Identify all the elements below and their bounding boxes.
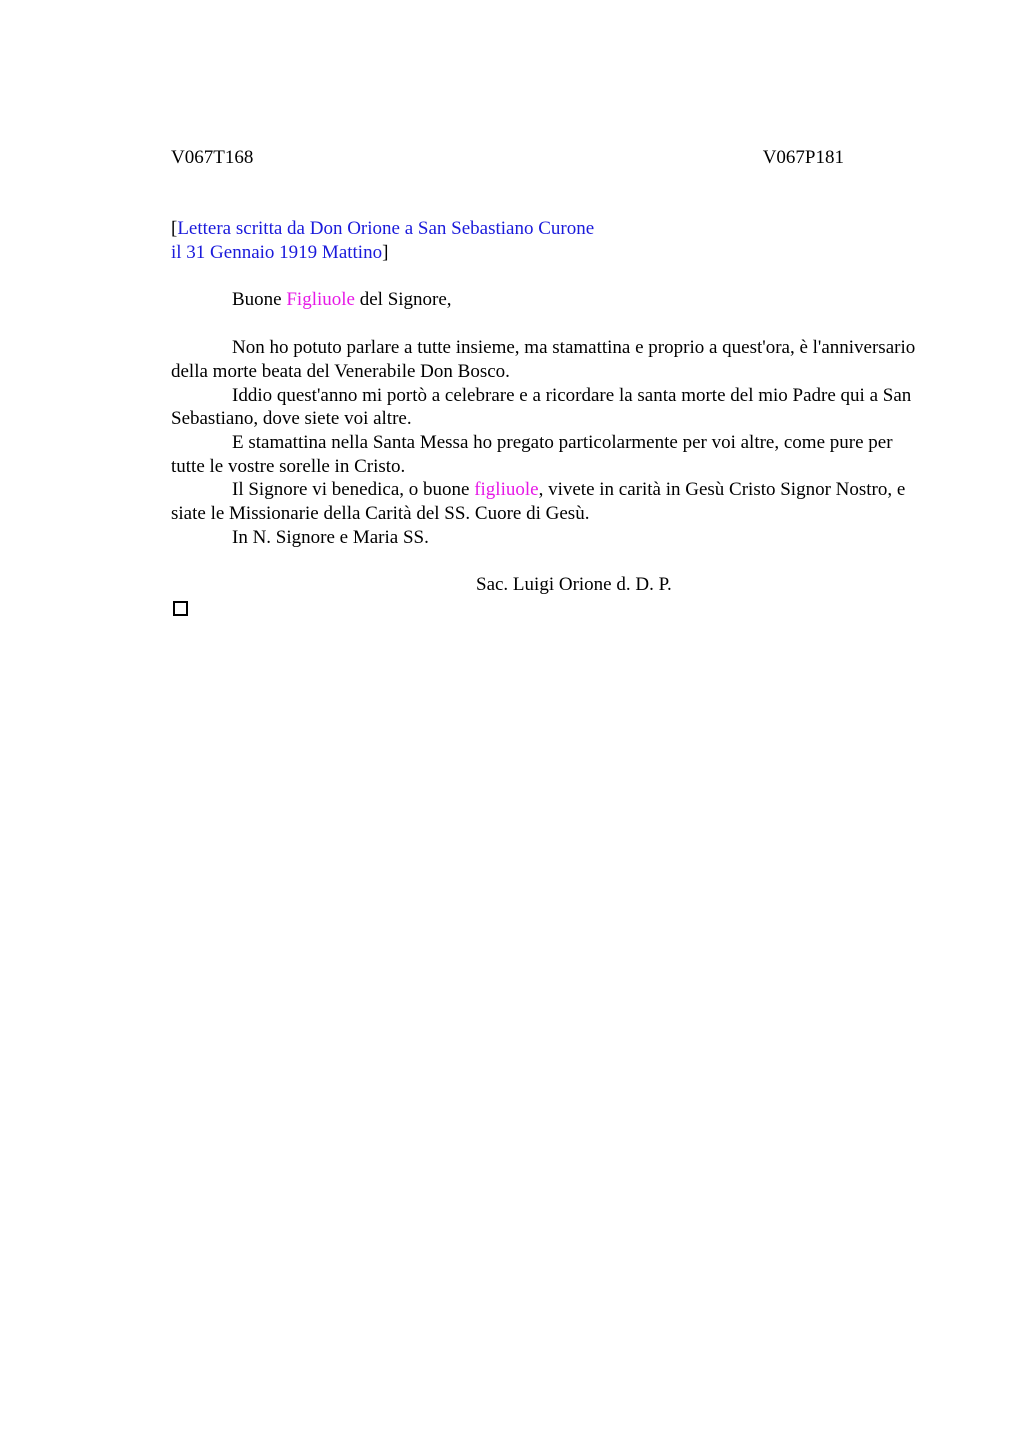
document-codes: [171, 146, 844, 170]
greeting-after: del Signore,: [354, 289, 452, 311]
document-code-left: V067T168: [171, 147, 254, 168]
paragraph-5: In N. Signore e Maria SS.: [232, 526, 429, 548]
heading-open-bracket: [: [171, 218, 178, 239]
greeting-highlight: Figliuole: [286, 289, 355, 311]
paragraph-2: Iddio quest'anno mi portò a celebrare e a ricordare la santa morte del mio Padre qui a San Sebastiano, dove siete voi altre.: [171, 384, 912, 430]
document-code-right: V067P181: [762, 147, 844, 168]
paragraph-4-after: , vivete in carità in Gesù Cristo Signor Nostro, e siate le Missionarie della Carità del SS. Cuore di Gesù.: [171, 479, 906, 525]
letter-body: [171, 217, 923, 597]
paragraph-3: E stamattina nella Santa Messa ho pregato particolarmente per voi altre, come pure per tutte le vostre sorelle in Cristo.: [171, 431, 893, 477]
letter-signature: Sac. Luigi Orione d. D. P.: [476, 574, 672, 596]
greeting-before: Buone: [232, 289, 287, 311]
square-box-icon: [173, 601, 188, 616]
heading-close-bracket: ]: [382, 241, 389, 263]
paragraph-4: [171, 478, 923, 525]
paragraph-4-highlight: figliuole: [474, 479, 539, 501]
letter-greeting: [171, 288, 923, 312]
letter-heading: [171, 217, 923, 264]
paragraph-4-before: Il Signore vi benedica, o buone: [232, 479, 475, 501]
heading-line-1: Lettera scritta da Don Orione a San Sebastiano Curone: [177, 218, 595, 239]
heading-line-2: il 31 Gennaio 1919 Mattino: [171, 241, 383, 263]
letter-paragraphs: [171, 336, 923, 549]
paragraph-1: Non ho potuto parlare a tutte insieme, ma stamattina e proprio a quest'ora, è l'anniversario della morte beata del Venerabile Don Bosco.: [171, 337, 916, 382]
